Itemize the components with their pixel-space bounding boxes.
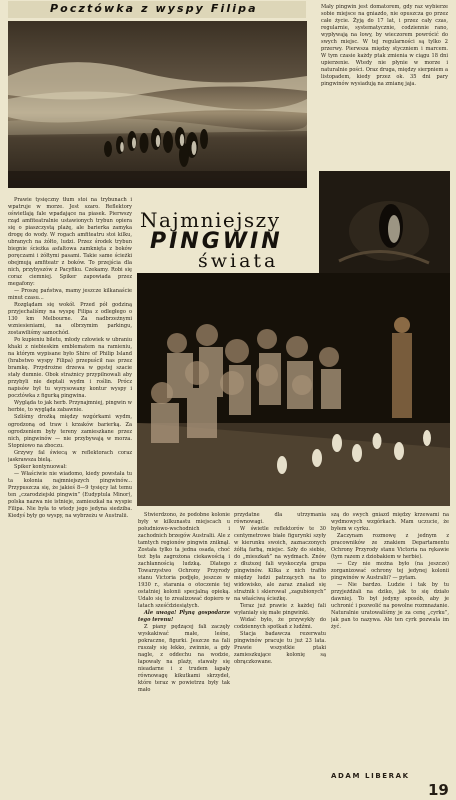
col3-paragraph-3: Stacja badawcza rezerwatu pingwinów pracuje tu już 23 lata. Prawie wszystkie ptaki zamieszkujące kolonię są obrączkowane. — [234, 631, 326, 666]
col1-paragraph-6: Grzywy fal świecą w reflektorach coraz jaskrawsza bielą. — [8, 449, 132, 463]
col4-paragraph-2: — Czy nie można było (na jeszcze) zorganizować ochrony tej jedynej kolonii pingwinów w Australii? — pytam. — [331, 561, 449, 582]
penguin-closeup-photo — [319, 171, 450, 273]
right-top-paragraph: Mały pingwin jest domatorem, gdy raz wybierze sobie miejsce na gniazdo, nie opuszcza go przez całe życie. Żyją do 17 lat, i przez cały czas, regularnie, systematycznie, codziennie rano, wypływają na łowy, by wieczorem powrócić do swych miejsc. W tej regularności są tylko 2 przerwy. Pierwsza między styczniem i marcem. W tym czasie każdy ptak zmienia w ciągu 18 dni upierzenie. Wtedy nie płynie w morze i naturalnie pości. Oraz druga, między sierpniem a listopadem, kiedy przez ok. 35 dni pary pingwinów wysiadują na zmianę jaja. — [321, 4, 448, 88]
col1-paragraph-0: Prawie tysięczny tłum stoi na trybunach i wpatruje w morze. Jest szaro. Reflektory oświetlają fale wpadające na piasek. Pierwszy rząd amfiteatralnie ustawionych trybun opiera się o piaszczystą plażę, ale barierka zamyka drogę do wody. W rogach amfiteatru stoi kilku, ubranych na żółto, ludzi. Przez środek trybun biegnie ścieżka asfaltowa zamknięta z boków poręczami i żółtymi pasami. Takie same ścieżki obejmują amfiteatr z boków. To przejścia dla nich, przybyszów z Pacyfiku. Czekamy. Robi się coraz ciemniej. Spiker zapowiada przez megafony: — [8, 197, 132, 288]
header-label: Pocztówka z wyspy Filipa — [50, 2, 258, 15]
col1-paragraph-3: Po kupieniu biletu, młody człowiek w ubraniu khaki z niebieskim emblematem na ramieniu, na którym wypisane było Shire of Philip Island (hrabstwo wyspy Filipa) przepuścił nas przez bramkę. Przydrożne drzewa w gęstej szacie stały dumnie. Obok strażnicy przypilnowali aby przybyli nie deptali wydm i roślin. Prócz napisów był tu wyrysowany kontur wyspy i pocztówka z figurką pingwina. — [8, 337, 132, 400]
col1-paragraph-8: — Właściwie nie wiadomo, kiedy powstała tu ta kolonia najmniejszych pingwinów... Przypuszcza się, że jakieś 8—9 tysięcy lat temu ten „czarodziejski pingwin” (Eudyptula Minor), polska nazwa nie istnieje, zamieszkał na wyspie Filipa. Nie była to wtedy jego jedyna siedziba. Kiedyś były go wyspy, na wybrzeżu w Australii. — [8, 470, 132, 519]
penguins-beach-photo — [8, 21, 307, 188]
col2-subhead: Ale uwaga! Płyną gospodarze tego terenu! — [138, 610, 230, 624]
article-column-4 — [331, 512, 449, 768]
col1-paragraph-7: Spiker kontynuował: — [14, 463, 67, 470]
col2-paragraph-1: Z piany pędzącej fali zaczęły wyskakiwać małe, leśne, pokraczne, figurki. Jeszcze na fali ruszały się łekko, zwinnie, a gdy nagle, z oddechu na wodzie, łapowały na plaży, stawały się nieadarne i z trudem łapały równowagę kikutkami skrzydeł, które teraz w powietrzu były tak mało — [138, 624, 230, 694]
col1-paragraph-5: Szliśmy drożką między wzgórkami wydm, ogrodzoną od traw i krzaków barierką. Za ogrodzeniem były tereny zamieszkane przez nich, pingwinów — nie przybywają w morza. Stopniowo na zboczu. — [8, 414, 132, 449]
title-line-2: PINGWIN — [150, 229, 283, 254]
article-column-3 — [234, 512, 326, 784]
col3-paragraph-1: Teraz już prawie z każdej fali wyłaniały się małe pingwinki. — [234, 603, 326, 617]
col3-paragraph-lead: przydatne dla utrzymania równowagi. — [234, 512, 326, 526]
col1-paragraph-2: Rozglądam się wokół. Przed pół godziną przyjechaliśmy na wyspę Filipa z odległego o 130 km Melbourne. Za nadbrzeżnymi wzniesieniami, na olbrzymim parkingu, zostawiliśmy samochód. — [8, 302, 132, 337]
col4-paragraph-1: Zaczynam rozmowę z jednym z pracowników ze znakiem Departamentu Ochrony Przyrody stanu Victoria na rękawie (tym razem z dziobakiem w herbie). — [331, 533, 449, 561]
col4-paragraph-0: szą do swych gniazd między krzewami na wydmowych wzgórkach. Mam uczucie, że byłem w cyrku. — [331, 512, 449, 533]
header-bar — [8, 1, 306, 18]
article-column-1 — [8, 197, 132, 775]
col3-paragraph-0: W świetle reflektorów te 30 centymetrowe białe figurynki szyły w kierunku swoich, zaznaczonych żółtą farbą, miejsc. Szły do siebie, do „mieszkań” na wydmach. Znów z dłuższej fali wyskoczyła grupa pingwinów. Kilka z nich trafiło między ludzi patrzących na to widowisko, ale zaraz znalazł się strażnik i skierował „zagubionych” na właściwą ścieżkę. — [234, 526, 326, 603]
title-line-3: świata — [198, 250, 279, 272]
right-column-top — [321, 4, 448, 88]
col3-paragraph-2: Widać było, że przywykły do codziennych spotkań z ludźmi. — [234, 617, 326, 631]
crowd-night-photo — [137, 273, 450, 506]
col1-paragraph-1: — Proszę państwa, mamy jeszcze kilkanaście minut czasu... — [8, 288, 132, 302]
col4-paragraph-3: — Nie bardzo. Ludzie i tak by tu przyjeżdżali na dziko, jak to się działo dawniej. To był jedyny sposób, aby je uchronić i pozwolić na powolne rozmnażanie. Naturalnie uratowaliśmy je za cenę „cyrku”, jak pan to nazywa. Ale ten cyrk pozwala im żyć. — [331, 582, 449, 631]
col1-paragraph-4: Wygląda to jak herb. Przynajmniej, pingwin w herbie, to wygląda zabawnie. — [8, 400, 132, 414]
author-byline: ADAM LIBERAK — [331, 772, 410, 780]
title-line-1: Najmniejszy — [140, 208, 281, 232]
article-column-2 — [138, 512, 230, 782]
page-number: 19 — [428, 781, 449, 799]
col2-paragraph-0: Stwierdzono, że podobne kolonie były w kilkunastu miejscach u południowo-wschodnich i zachodnich brzegów Australii. Ale z tamtych regionów pingwin zniknął. Została tylko ta jedna osada, choć też była zagrożona ciekawością i zachłannością ludzką. Dlatego Towarzystwo Ochrony Przyrody stanu Victoria podjęło, jeszcze w 1930 r., starania o otoczenie tej ostatniej kolonii specjalną opieką. Udało się to zrealizować dopiero w latach sześćdziesiątych. — [138, 512, 230, 610]
